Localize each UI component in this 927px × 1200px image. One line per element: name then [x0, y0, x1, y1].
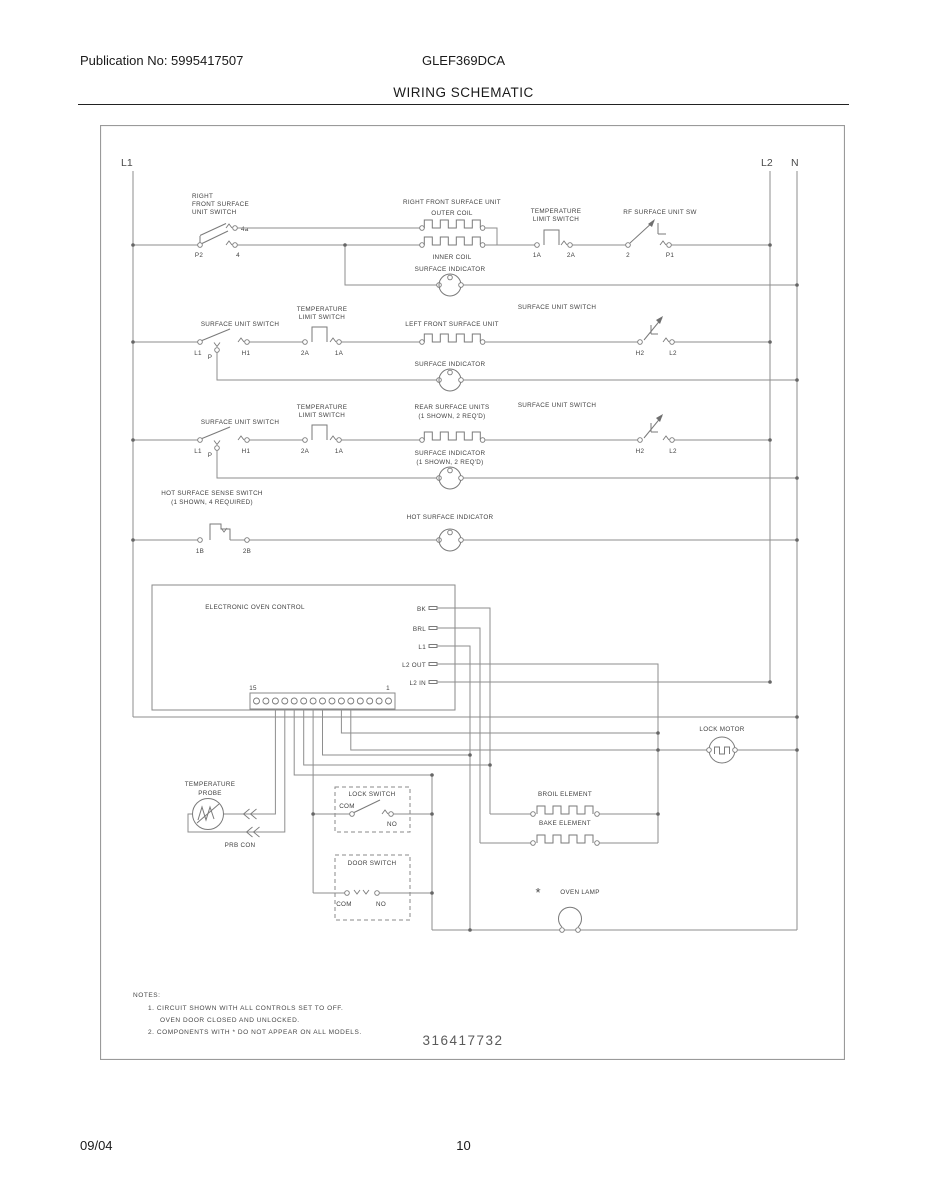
row3-terminal-p: P: [207, 452, 213, 459]
notes-title: NOTES:: [133, 992, 161, 999]
lock-switch: [313, 787, 432, 832]
eoc-label: ELECTRONIC OVEN CONTROL: [205, 604, 305, 611]
row3-temp-limit-switch: [312, 425, 327, 440]
row3-terminal-1a: 1A: [334, 448, 344, 455]
row2-temp-limit-switch: [312, 327, 327, 342]
model-number: GLEF369DCA: [421, 53, 506, 68]
row2-indicator-label: SURFACE INDICATOR: [414, 361, 486, 368]
row1-terminal-1a: 1A: [532, 252, 542, 259]
row3-unit-label-1: REAR SURFACE UNITS: [414, 404, 490, 411]
row2-left-front-surface-circuit: [133, 304, 797, 391]
row1-switch-label-2: FRONT SURFACE: [192, 201, 249, 208]
door-switch-com-label: COM: [336, 901, 352, 908]
row4-switch-label-1: HOT SURFACE SENSE SWITCH: [161, 490, 263, 497]
row1-terminal-4a: 4a: [241, 226, 249, 233]
row3-switch-label: SURFACE UNIT SWITCH: [200, 419, 280, 426]
outer-coil-element: [424, 220, 480, 228]
bus-l2-label: L2: [761, 157, 773, 169]
broil-element: [490, 791, 658, 816]
wiring-schematic: [100, 125, 845, 1060]
row2-terminal-l2: L2: [669, 350, 677, 357]
lock-motor-coil: [715, 747, 730, 754]
row1-inner-coil-label: INNER COIL: [432, 254, 472, 261]
row4-terminal-1b: 1B: [195, 548, 205, 555]
door-switch-label: DOOR SWITCH: [347, 860, 397, 867]
row1-unit-label: RIGHT FRONT SURFACE UNIT: [403, 199, 501, 206]
door-switch: [313, 855, 432, 920]
row4-terminal-2b: 2B: [242, 548, 252, 555]
row2-terminal-2a: 2A: [300, 350, 310, 357]
row2-temp-limit-label-1: TEMPERATURE: [296, 306, 348, 313]
eoc-terminal-l1: L1: [418, 644, 426, 651]
note-1: 1. CIRCUIT SHOWN WITH ALL CONTROLS SET TO OFF.: [148, 1005, 344, 1012]
row4-hot-surface-circuit: [133, 490, 797, 555]
probe-label-1: TEMPERATURE: [184, 781, 236, 788]
row1-temp-limit-label-1: TEMPERATURE: [530, 208, 582, 215]
row3-rear-surface-circuit: [133, 402, 797, 489]
eoc-terminal-bk: BK: [417, 606, 426, 613]
row4-switch-label-2: (1 SHOWN, 4 REQUIRED): [171, 499, 253, 506]
bake-element-label: BAKE ELEMENT: [539, 820, 591, 827]
row2-terminal-1a: 1A: [334, 350, 344, 357]
eoc-terminal-l2out: L2 OUT: [402, 662, 426, 669]
eoc-connector-strip: [249, 685, 395, 709]
header-rule: [78, 104, 849, 105]
eoc-terminal-brl: BRL: [412, 626, 426, 633]
row1-terminal-p1: P1: [665, 252, 675, 259]
junction-dots: [131, 243, 799, 932]
row3-temp-limit-label-1: TEMPERATURE: [296, 404, 348, 411]
electronic-oven-control: [152, 585, 770, 930]
rear-element: [424, 432, 480, 440]
row1-switch-label-1: RIGHT: [192, 193, 214, 200]
row1-terminal-2: 2: [626, 252, 630, 259]
hot-surface-sense-switch: [210, 524, 230, 540]
probe-label-2: PROBE: [198, 790, 222, 797]
oven-lamp: [432, 885, 797, 932]
row1-temp-limit-switch: [544, 230, 559, 245]
bus-l1-label: L1: [121, 157, 133, 169]
row2-unit-label: LEFT FRONT SURFACE UNIT: [405, 321, 499, 328]
note-2: 2. COMPONENTS WITH * DO NOT APPEAR ON ALL MODELS.: [148, 1029, 362, 1036]
probe-connector-label: PRB CON: [224, 842, 256, 849]
row3-temp-limit-label-2: LIMIT SWITCH: [298, 412, 346, 419]
oven-lamp-bulb: [559, 907, 582, 927]
row1-terminal-2a: 2A: [566, 252, 576, 259]
row3-terminal-h1: H1: [241, 448, 251, 455]
row3-terminal-2a: 2A: [300, 448, 310, 455]
page-title: WIRING SCHEMATIC: [393, 85, 534, 100]
row1-temp-limit-label-2: LIMIT SWITCH: [532, 216, 580, 223]
door-switch-no-label: NO: [375, 901, 387, 908]
row2-terminal-p: P: [207, 354, 213, 361]
row3-terminal-l1: L1: [194, 448, 202, 455]
eoc-pin15-label: 15: [249, 685, 257, 692]
eoc-harness-wires: [188, 709, 707, 930]
schematic-canvas: [100, 125, 845, 1060]
inner-coil-element: [424, 237, 480, 245]
asterisk-mark: *: [535, 885, 541, 900]
row1-right-front-surface-circuit: [133, 193, 797, 296]
row3-unit-label-2: (1 SHOWN, 2 REQ'D): [418, 413, 486, 420]
lock-switch-label: LOCK SWITCH: [348, 791, 396, 798]
broil-element-label: BROIL ELEMENT: [537, 791, 593, 798]
footer-page-number: 10: [456, 1138, 471, 1153]
row1-indicator-label: SURFACE INDICATOR: [414, 266, 486, 273]
bus-n-label: N: [791, 157, 799, 169]
row1-outer-coil-label: OUTER COIL: [431, 210, 473, 217]
temperature-probe: [185, 781, 260, 849]
eoc-pin1-label: 1: [386, 685, 390, 692]
lock-switch-no-label: NO: [386, 821, 398, 828]
notes-block: [133, 992, 504, 1048]
eoc-terminal-l2in: L2 IN: [409, 680, 426, 687]
oven-lamp-label: OVEN LAMP: [560, 889, 600, 896]
lock-motor-label: LOCK MOTOR: [699, 726, 745, 733]
lock-motor: [699, 726, 797, 763]
row3-terminal-h2: H2: [635, 448, 645, 455]
row2-terminal-h1: H1: [241, 350, 251, 357]
row1-terminal-4: 4: [236, 252, 240, 259]
row3-switch2-label: SURFACE UNIT SWITCH: [517, 402, 597, 409]
row1-rf-switch-label: RF SURFACE UNIT SW: [623, 209, 697, 216]
row3-terminal-l2: L2: [669, 448, 677, 455]
bake-element: [480, 820, 658, 845]
left-front-element: [424, 334, 480, 342]
row3-indicator-label-1: SURFACE INDICATOR: [414, 450, 486, 457]
footer-date: 09/04: [80, 1138, 113, 1153]
row2-switch2-label: SURFACE UNIT SWITCH: [517, 304, 597, 311]
publication-number: Publication No: 5995417507: [80, 53, 244, 68]
row2-terminal-l1: L1: [194, 350, 202, 357]
row2-switch-label: SURFACE UNIT SWITCH: [200, 321, 280, 328]
row2-temp-limit-label-2: LIMIT SWITCH: [298, 314, 346, 321]
note-1-continued: OVEN DOOR CLOSED AND UNLOCKED.: [160, 1017, 300, 1024]
row1-terminal-p2: P2: [194, 252, 204, 259]
row3-indicator-label-2: (1 SHOWN, 2 REQ'D): [416, 459, 484, 466]
row2-terminal-h2: H2: [635, 350, 645, 357]
lock-switch-com-label: COM: [339, 803, 355, 810]
part-number: 316417732: [422, 1033, 504, 1048]
row4-indicator-label: HOT SURFACE INDICATOR: [406, 514, 494, 521]
row1-switch-label-3: UNIT SWITCH: [192, 209, 237, 216]
